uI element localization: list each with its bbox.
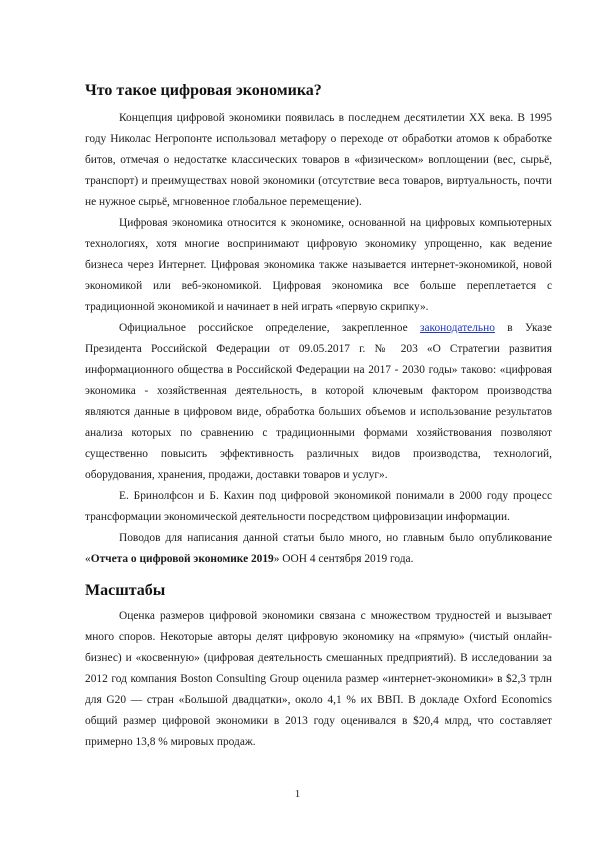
legislation-link[interactable]: законодательно <box>419 322 495 334</box>
paragraph-scale: Оценка размеров цифровой экономики связана с множеством трудностей и вызывает много споров. Некоторые авторы делят цифровую экономику на «прямую» (чистый онлайн-бизнес) и «косвенную» (цифровая деятельность смешанных предприятий). В исследовании за 2012 год компания Boston Consulting Group оценила размер «интернет-экономики» в $2,3 трлн для G20 — стран «Большой двадцатки», около 4,1 % их ВВП. В докладе Oxford Economics общий размер цифровой экономики в 2013 году оценивался в $20,4 млрд, что составляет примерно 13,8 % мировых продаж. <box>85 610 552 748</box>
section-heading-scale: Масштабы <box>85 582 166 599</box>
page-content <box>85 80 552 753</box>
page-number: 1 <box>294 788 301 800</box>
paragraph-concept: Концепция цифровой экономики появилась в последнем десятилетии XX века. В 1995 году Николас Негропонте использовал метафору о переходе от обработки атомов к обработке битов, отмечая о недостатке классических товаров в «физическом» воплощении (вес, сырьё, транспорт) и преимуществах новой экономики (отсутствие веса товаров, виртуальность, почти не нужное сырьё, мгновенное глобальное перемещение). <box>85 112 552 208</box>
paragraph-report <box>85 528 552 570</box>
paragraph-text: в Указе Президента Российской Федерации от 09.05.2017 г. № 203 «О Стратегии развития информационного общества в Российской Федерации на 2017 - 2030 годы» таково: «цифровая экономика - хозяйственная деятельность, в которой ключевым фактором производства являются данные в цифровом виде, обработка больших объемов и использование результатов анализа которых по сравнению с традиционными формами хозяйствования позволяют существенно повысить эффективность различных видов производства, технологий, оборудования, хранения, продажи, доставки товаров и услуг». <box>85 322 552 481</box>
paragraph-brynjolfsson: Е. Бринолфсон и Б. Кахин под цифровой экономикой понимали в 2000 году процесс трансформации экономической деятельности посредством цифровизации информации. <box>85 490 552 523</box>
paragraph-text: » ООН 4 сентября 2019 года. <box>273 553 414 565</box>
paragraph-text: Официальное российское определение, закрепленное <box>119 322 420 334</box>
paragraph-definition: Цифровая экономика относится к экономике, основанной на цифровых компьютерных технологиях, хотя многие воспринимают цифровую экономику упрощенно, как ведение бизнеса через Интернет. Цифровая экономика также называется интернет-экономикой, новой экономикой или веб-экономикой. Цифровая экономика все больше переплетается с традиционной экономикой и начинает в ней играть «первую скрипку». <box>85 217 552 313</box>
report-title: Отчета о цифровой экономике 2019 <box>90 553 274 565</box>
section-heading-digital-economy: Что такое цифровая экономика? <box>85 82 322 99</box>
paragraph-text: Поводов для написания данной статьи было много, но главным было опубликование « <box>85 532 552 565</box>
paragraph-official-definition <box>85 318 552 486</box>
